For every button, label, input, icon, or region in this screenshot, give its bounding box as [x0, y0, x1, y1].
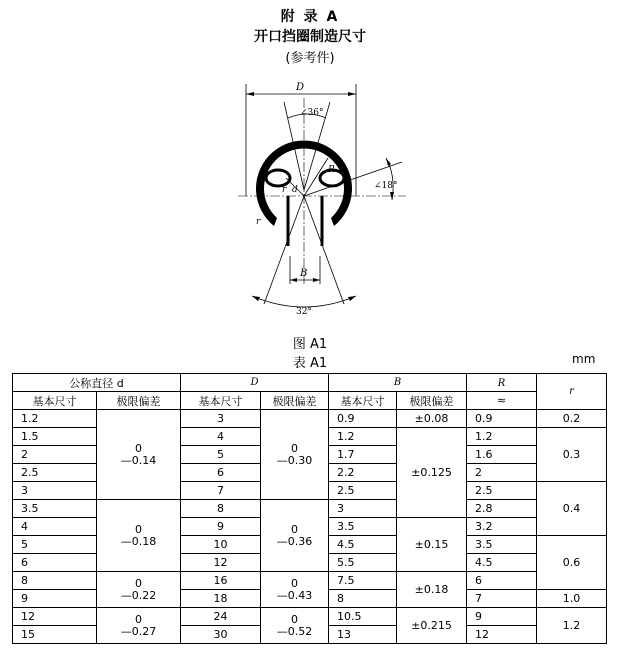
- cell-d: 2: [13, 446, 97, 464]
- cell-D: 18: [181, 590, 261, 608]
- cell-D: 5: [181, 446, 261, 464]
- cell-B-tol: ±0.215: [397, 608, 467, 644]
- tol-low: —0.27: [120, 624, 157, 638]
- tol-up: 0: [135, 522, 142, 536]
- cell-r: 1.0: [537, 590, 607, 608]
- header-R-approx: ≈: [467, 392, 537, 410]
- cell-d: 1.5: [13, 428, 97, 446]
- tol-low: —0.43: [276, 588, 313, 602]
- header-basic: 基本尺寸: [13, 392, 97, 410]
- tol-up: 0: [291, 522, 299, 536]
- cell-d: 15: [13, 626, 97, 644]
- header-D: D: [181, 374, 329, 392]
- cell-D: 4: [181, 428, 261, 446]
- appendix-heading: 附 录 A: [280, 9, 340, 25]
- table-row: [13, 572, 607, 590]
- cell-d: 1.2: [13, 410, 97, 428]
- cell-d: 4: [13, 518, 97, 536]
- cell-B-tol: ±0.125: [397, 428, 467, 518]
- cell-D-tol: [261, 608, 329, 644]
- cell-D: 7: [181, 482, 261, 500]
- cell-r: 0.3: [537, 428, 607, 482]
- cell-R: 3.2: [467, 518, 537, 536]
- cell-r: 0.4: [537, 482, 607, 536]
- header-basic: 基本尺寸: [181, 392, 261, 410]
- dimensions-table: [12, 373, 607, 644]
- cell-D: 30: [181, 626, 261, 644]
- table-row: [13, 608, 607, 626]
- label-r-outer: r: [256, 217, 261, 227]
- cell-r: 1.2: [537, 608, 607, 644]
- cell-d-tol: [97, 608, 181, 644]
- cell-R: 0.9: [467, 410, 537, 428]
- cell-D-tol: [261, 572, 329, 608]
- tol-low: —0.52: [276, 624, 313, 638]
- arrowhead: [386, 158, 391, 166]
- header-R-label: R: [497, 378, 506, 389]
- header-nominal-diameter: 公称直径 d: [13, 374, 181, 392]
- cell-d-tol: [97, 500, 181, 572]
- cell-B: 1.7: [329, 446, 397, 464]
- cell-d: 6: [13, 554, 97, 572]
- label-B: B: [300, 268, 308, 279]
- cell-D: 3: [181, 410, 261, 428]
- header-B: B: [329, 374, 467, 392]
- cell-B: 4.5: [329, 536, 397, 554]
- cell-d: 12: [13, 608, 97, 626]
- tol-low: —0.22: [120, 588, 157, 602]
- figure-caption: 图 A1: [292, 337, 328, 352]
- cell-B-tol: ±0.08: [397, 410, 467, 428]
- label-R: R: [328, 165, 335, 175]
- cell-D: 16: [181, 572, 261, 590]
- arrowhead: [348, 296, 356, 301]
- cell-R: 3.5: [467, 536, 537, 554]
- cell-B: 3: [329, 500, 397, 518]
- cell-R: 2.5: [467, 482, 537, 500]
- tol-up: 0: [135, 612, 142, 626]
- cell-d-tol: [97, 572, 181, 608]
- header-R: [467, 374, 537, 392]
- cell-R: 4.5: [467, 554, 537, 572]
- cell-B: 5.5: [329, 554, 397, 572]
- label-32: 32°: [296, 307, 312, 317]
- cell-D: 6: [181, 464, 261, 482]
- cell-R: 2.8: [467, 500, 537, 518]
- cell-B: 2.5: [329, 482, 397, 500]
- arrowhead: [348, 92, 356, 96]
- cell-B-tol: ±0.18: [397, 572, 467, 608]
- cell-r: 0.2: [537, 410, 607, 428]
- header-basic: 基本尺寸: [329, 392, 397, 410]
- label-r: r: [282, 185, 287, 195]
- cell-R: 6: [467, 572, 537, 590]
- cell-B: 3.5: [329, 518, 397, 536]
- cell-B: 2.2: [329, 464, 397, 482]
- arrowhead: [290, 278, 297, 282]
- cell-B: 1.2: [329, 428, 397, 446]
- table-row: [13, 500, 607, 518]
- tol-low: —0.36: [276, 534, 313, 548]
- tol-up: 0: [135, 441, 142, 455]
- cell-R: 12: [467, 626, 537, 644]
- header-r: r: [537, 374, 607, 410]
- cell-D: 10: [181, 536, 261, 554]
- cell-B: 0.9: [329, 410, 397, 428]
- cell-D: 8: [181, 500, 261, 518]
- arrowhead: [246, 92, 254, 96]
- label-18: ∠18°: [374, 181, 398, 191]
- cell-R: 7: [467, 590, 537, 608]
- cell-D: 12: [181, 554, 261, 572]
- cell-d: 3.5: [13, 500, 97, 518]
- label-D: D: [295, 82, 305, 93]
- page-subtitle: (参考件): [285, 51, 335, 66]
- header-dev: 极限偏差: [97, 392, 181, 410]
- cell-d: 3: [13, 482, 97, 500]
- cell-d: 8: [13, 572, 97, 590]
- header-dev: 极限偏差: [261, 392, 329, 410]
- cell-D-tol: [261, 500, 329, 572]
- table-row: [13, 410, 607, 428]
- cell-B: 10.5: [329, 608, 397, 626]
- cell-B: 13: [329, 626, 397, 644]
- label-36: ∠36°: [300, 108, 324, 118]
- tol-up: 0: [291, 441, 299, 455]
- cell-B: 7.5: [329, 572, 397, 590]
- cell-D-tol: [261, 410, 329, 500]
- angle-arc: [252, 296, 356, 307]
- tol-low: —0.30: [276, 453, 313, 467]
- retaining-ring-drawing: [230, 68, 420, 330]
- arrowhead: [313, 278, 320, 282]
- table-caption: 表 A1: [292, 356, 328, 371]
- cell-R: 1.2: [467, 428, 537, 446]
- header-dev: 极限偏差: [397, 392, 467, 410]
- tol-low: —0.18: [120, 534, 157, 548]
- tol-low: —0.14: [120, 453, 157, 467]
- arrowhead: [252, 296, 260, 301]
- cell-D: 24: [181, 608, 261, 626]
- tol-up: 0: [291, 612, 299, 626]
- tol-up: 0: [135, 576, 142, 590]
- label-d: d: [292, 185, 298, 195]
- tol-up: 0: [291, 576, 299, 590]
- cell-r: 0.6: [537, 536, 607, 590]
- cell-d: 9: [13, 590, 97, 608]
- page-title: 开口挡圈制造尺寸: [254, 29, 366, 45]
- cell-D: 9: [181, 518, 261, 536]
- cell-d: 5: [13, 536, 97, 554]
- cell-R: 2: [467, 464, 537, 482]
- cell-B-tol: ±0.15: [397, 518, 467, 572]
- cell-R: 9: [467, 608, 537, 626]
- cell-d: 2.5: [13, 464, 97, 482]
- cell-d-tol: [97, 410, 181, 500]
- unit-label: mm: [572, 352, 596, 366]
- cell-B: 8: [329, 590, 397, 608]
- cell-R: 1.6: [467, 446, 537, 464]
